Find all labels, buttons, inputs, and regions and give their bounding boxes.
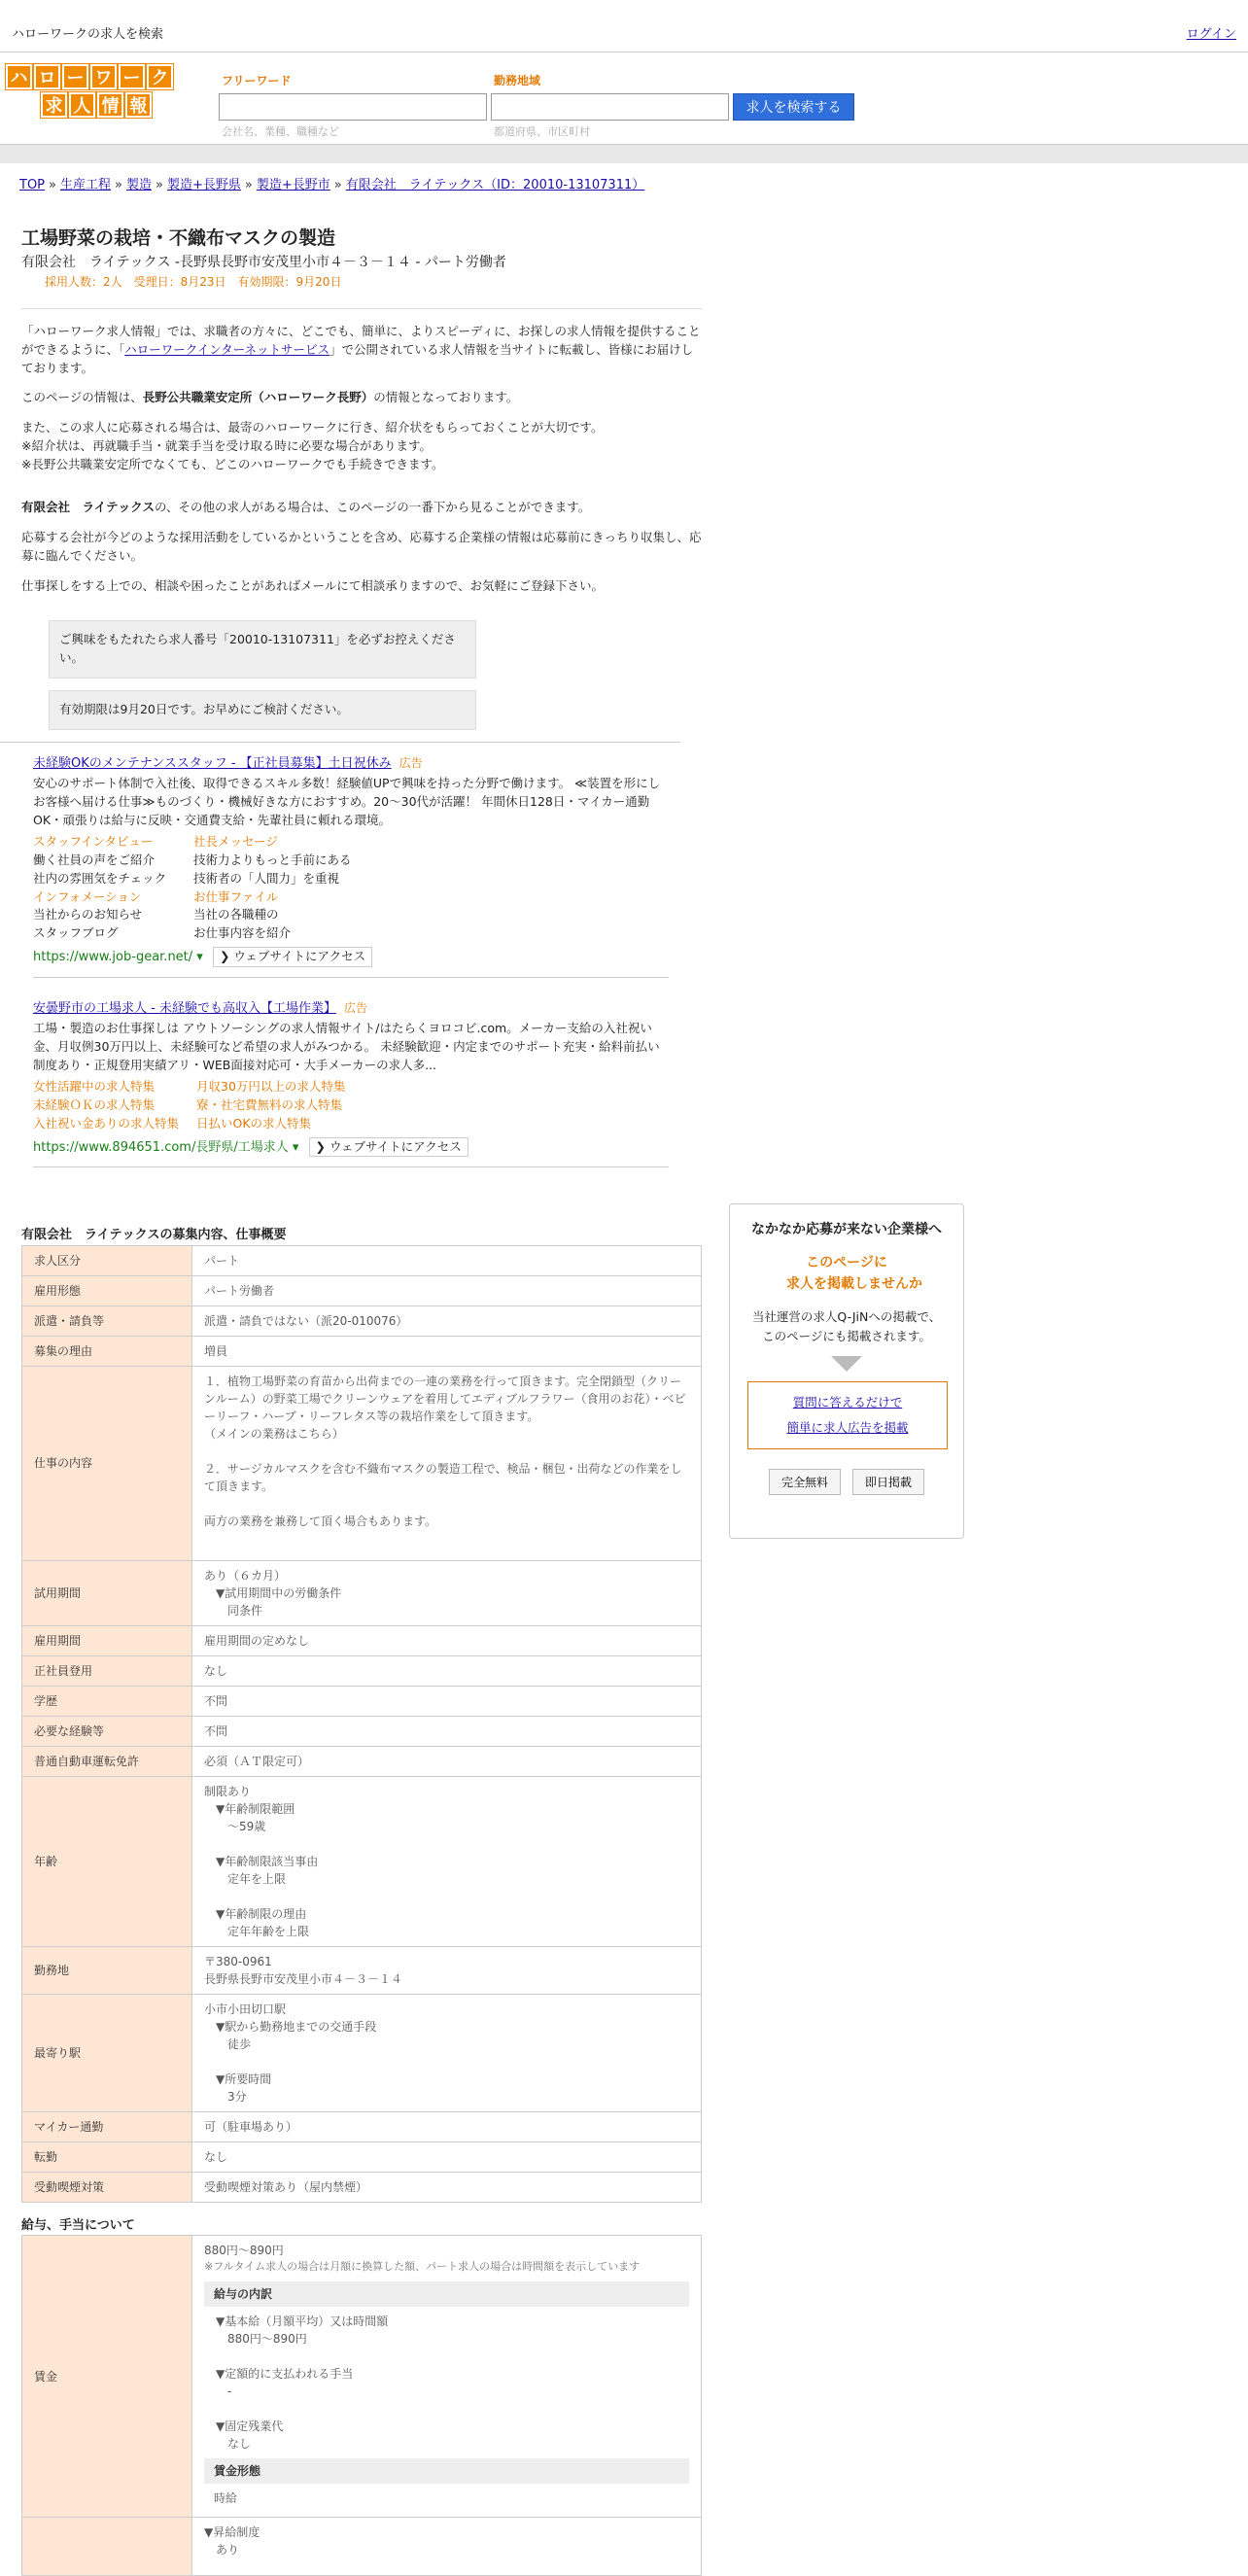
row-label: 仕事の内容 [22,1366,192,1560]
area-input[interactable] [491,93,729,121]
ad-links [33,1078,669,1132]
sitelink[interactable]: お仕事ファイル 当社の各職種の お仕事内容を紹介 [193,888,292,940]
row-value: 不問 [192,1716,702,1746]
overview-table [21,1245,702,2203]
row-label: 求人区分 [22,1245,192,1275]
table-row [22,2141,702,2172]
area-hint: 都道府県、市区町村 [494,125,590,138]
overview-heading: 有限会社 ライテックスの募集内容、仕事概要 [21,1228,287,1243]
ad-feature-link[interactable]: 寮・社宅費無料の求人特集 [196,1097,343,1112]
table-row [22,1716,702,1746]
main-content [21,224,702,2576]
logo-char: 報 [125,92,152,118]
row-value: 雇用期間の定めなし [192,1625,702,1655]
row-value: 必須（ＡＴ限定可） [192,1746,702,1776]
sitelink[interactable]: インフォメーション 当社からのお知らせ スタッフブログ [33,888,143,940]
breadcrumb-link-city[interactable]: 製造+長野市 [256,178,330,192]
ad-url[interactable]: https://www.894651.com/長野県/工場求人 ▾ ❯ ウェブサイトにアクセス [33,1137,669,1158]
job-number-notice: ご興味をもたれたら求人番号「20010-13107311」を必ずお控えください。 [49,620,476,679]
promo-link-post-ad[interactable]: 簡単に求人広告を掲載 [786,1420,909,1436]
ad-feature-link[interactable]: 月収30万円以上の求人特集 [196,1079,346,1095]
row-value: 不問 [192,1686,702,1716]
breadcrumb-link-top[interactable]: TOP [19,178,46,192]
login-link[interactable]: ログイン [1186,27,1236,42]
table-row [22,2172,702,2202]
freeword-hint: 会社名、業種、職種など [222,125,339,138]
advice-paragraph: 応募する会社が今どのような採用活動をしているかということを含め、応募する企業様の情報は応募前にきっちり収集し、応募に臨んでください。 [21,530,702,563]
sitelink[interactable]: 社長メッセージ 技術力よりもっと手前にある 技術者の「人間力」を重視 [193,834,352,886]
promo-links [747,1381,948,1450]
area-label: 勤務地域 [494,74,541,87]
table-row [22,1336,702,1366]
row-label: 学歴 [22,1686,192,1716]
job-title: 工場野菜の栽培・不織布マスクの製造 [21,227,336,249]
divider [33,977,669,978]
free-button[interactable]: 完全無料 [769,1469,841,1495]
table-row [22,2111,702,2141]
ad-badge: 広告 [343,1000,367,1015]
row-label: 普通自動車運転免許 [22,1746,192,1776]
ad-url[interactable]: https://www.job-gear.net/ ▾ ❯ ウェブサイトにアクセス [33,947,669,967]
ad-feature-link[interactable]: 入社祝い金ありの求人特集 [33,1115,180,1131]
breadcrumb: TOP » 生産工程 » 製造 » 製造+長野県 » 製造+長野市 » 有限会社 ライテックス（ID：20010-13107311） [19,178,645,192]
table-row [22,1994,702,2111]
table-row [22,1366,702,1560]
promo-catch: このページに 求人を掲載しませんか [786,1255,922,1293]
wage-form-title: 賃金形態 [204,2458,689,2484]
ad-feature-link[interactable]: 日払いOKの求人特集 [196,1115,312,1131]
breadcrumb-link-prefecture[interactable]: 製造+長野県 [166,178,241,192]
row-value [192,2236,702,2518]
table-row [22,1686,702,1716]
logo-char: ロ [34,64,60,89]
table-row [22,1746,702,1776]
logo-char: 求 [41,92,67,118]
table-row [22,2236,702,2518]
ad-sitelinks [33,833,669,943]
breakdown-detail: ▼基本給（月額平均）又は時間額 880円〜890円 ▼定額的に支払われる手当 - ▼固定残業代 なし [216,2314,389,2451]
logo-char: ク [147,64,173,89]
row-value: なし [192,2141,702,2172]
logo-char: 情 [97,92,123,118]
breadcrumb-link-job-type[interactable]: 製造 [125,178,152,192]
logo-char: ハ [6,64,32,89]
table-row [22,2518,702,2576]
row-label: 試用期間 [22,1560,192,1625]
table-row [22,1655,702,1686]
row-label: 派遣・請負等 [22,1305,192,1336]
row-label: 勤務地 [22,1946,192,1994]
top-bar [0,0,1248,52]
visit-website-button[interactable]: ❯ ウェブサイトにアクセス [213,947,372,967]
promo-text: 当社運営の求人Q-JiNへの掲載で、 このページにも掲載されます。 [751,1308,942,1343]
row-label: 年齢 [22,1776,192,1946]
logo-char: 人 [69,92,95,118]
intro-paragraph: 「ハローワーク求人情報」では、求職者の方々に、どこでも、簡単に、よりスピーディに、お探しの求人情報を提供することができるように、「ハローワークインターネットサービス」で公開されている求人情報を当サイトに転載し、皆様にお届けしております。 [21,324,701,375]
row-label: 雇用期間 [22,1625,192,1655]
job-subtitle: 有限会社 ライテックス -長野県長野市安茂里小市４－３－１４ - パート労働者 [21,255,506,270]
row-value: 可（駐車場あり） [192,2111,702,2141]
table-row [22,1946,702,1994]
logo-char: ー [119,64,145,89]
ad-description: 工場・製造のお仕事探しは アウトソーシングの求人情報サイト/はたらくヨロコビ.com。メーカー支給の入社祝い金、月収例30万円以上、未経験可など希望の求人がみつかる。 未経験歓迎・内定までのサポート充実・給料前払い制度あり・正規登用実績アリ・WEB面接対応可・大手メーカーの求人多... [33,1021,660,1072]
header-divider [0,144,1248,163]
freeword-label: フリーワード [222,74,292,87]
advertise-promo-box [729,1203,964,1539]
ad-block [0,742,680,978]
ad-description: 安心のサポート体制で入社後、取得できるスキル多数！経験値UPで興味を持った分野で働けます。 ≪装置を形にしお客様へ届ける仕事≫ものづくり・機械好きな方におすすめ。20～30代が活躍！ 年間休日128日・マイカー通勤OK・頑張りは給与に反映・交通費支給・先輩社員に頼れる環境。 [33,776,661,827]
job-meta: 採用人数：2人 受理日：8月23日 有効期限：9月20日 [45,275,342,289]
salary-table [21,2235,702,2576]
site-title: ハローワークの求人を検索 [12,27,164,42]
row-value: 派遣・請負ではない（派20-010076） [192,1305,702,1336]
referral-paragraph: また、この求人に応募される場合は、最寄のハローワークに行き、紹介状をもらっておくことが大切です。 ※紹介状は、再就職手当・就業手当を受け取る時に必要な場合があります。 ※長野公共職業安定所でなくても、どこのハローワークでも手続きできます。 [21,420,604,471]
ad-badge: 広告 [399,755,423,770]
row-value: あり（６カ月） ▼試用期間中の労働条件 同条件 [192,1560,702,1625]
table-row [22,1776,702,1946]
row-label: 正社員登用 [22,1655,192,1686]
ad-title-link[interactable]: 未経験OKのメンテナンススタッフ - 【正社員募集】土日祝休み [33,755,392,771]
divider [21,308,702,309]
row-label: 受動喫煙対策 [22,2172,192,2202]
row-value: 増員 [192,1336,702,1366]
table-row [22,1245,702,1275]
promo-heading: なかなか応募が来ない企業様へ [751,1222,942,1237]
promo-link-questions[interactable]: 質問に答えるだけで [792,1394,903,1410]
row-label: 最寄り駅 [22,1994,192,2111]
wage-form-value: 時給 [214,2490,238,2505]
row-label: 賃金 [22,2236,192,2518]
sitelink[interactable]: スタッフインタビュー 働く社員の声をご紹介 社内の雰囲気をチェック [33,834,167,886]
visit-website-button[interactable]: ❯ ウェブサイトにアクセス [309,1137,468,1158]
row-value: 〒380-0961 長野県長野市安茂里小市４－３－１４ [192,1946,702,1994]
breakdown-title: 給与の内訳 [204,2281,689,2307]
row-label: 雇用形態 [22,1275,192,1305]
raise-value: ▼昇給制度 あり [192,2518,702,2576]
logo-char: ー [62,64,88,89]
table-row [22,1275,702,1305]
row-value: なし [192,1655,702,1686]
table-row [22,1305,702,1336]
row-value: １．植物工場野菜の育苗から出荷までの一連の業務を行って頂きます。完全閉鎖型（クリーンルーム）の野菜工場でクリーンウェアを着用してエディブルフラワー（食用のお花）・ベビーリーフ・ハーブ・リーフレタス等の栽培作業をして頂きます。 （メインの業務はこちら） ２．サージカルマスクを含む不織布マスクの製造工程で、検品・梱包・出荷などの作業をして頂きます。 両方の業務を兼務して頂く場合もあります。 [192,1366,702,1560]
logo-char: ワ [90,64,117,89]
row-value: 制限あり ▼年齢制限範囲 〜59歳 ▼年齢制限該当事由 定年を上限 ▼年齢制限の理由 定年年齢を上限 [192,1776,702,1946]
row-label: 募集の理由 [22,1336,192,1366]
row-label [22,2518,192,2576]
search-button[interactable]: 求人を検索する [733,93,854,121]
salary-note: ※フルタイム求人の場合は月額に換算した額、パート求人の場合は時間額を表示しています [204,2260,641,2274]
row-value: 小市小田切口駅 ▼駅から勤務地までの交通手段 徒歩 ▼所要時間 3分 [192,1994,702,2111]
same-day-button[interactable]: 即日掲載 [852,1469,924,1495]
table-row [22,1560,702,1625]
breadcrumb-link-company[interactable]: 有限会社 ライテックス（ID：20010-13107311） [345,178,645,192]
hellowork-internet-link[interactable]: ハローワークインターネットサービス [124,341,330,357]
row-value: パート労働者 [192,1275,702,1305]
arrow-down-icon [831,1356,862,1372]
breadcrumb-link-category[interactable]: 生産工程 [59,178,111,192]
expiry-notice: 有効期限は9月20日です。お早めにご検討ください。 [49,690,476,730]
ad-feature-link[interactable]: 未経験ＯＫの求人特集 [33,1097,156,1112]
ad-title-link[interactable]: 安曇野市の工場求人 - 未経験でも高収入【工場作業】 [33,1000,336,1016]
freeword-input[interactable] [219,93,487,121]
ad-block [0,988,680,1168]
other-jobs-paragraph: 有限会社 ライテックスの、その他の求人がある場合は、このページの一番下から見ることができます。 [21,500,591,515]
row-label: 転勤 [22,2141,192,2172]
source-office-paragraph: このページの情報は、長野公共職業安定所（ハローワーク長野）の情報となっております。 [21,390,519,405]
salary-heading: 給与、手当について [21,2217,135,2233]
salary-range: 880円〜890円 [204,2244,284,2258]
row-value: パート [192,1245,702,1275]
row-label: マイカー通勤 [22,2111,192,2141]
consult-paragraph: 仕事探しをする上での、相談や困ったことがあればメールにて相談承りますので、お気軽にご登録下さい。 [21,577,605,593]
row-value: 受動喫煙対策あり（屋内禁煙） [192,2172,702,2202]
site-logo[interactable] [6,64,175,121]
row-label: 必要な経験等 [22,1716,192,1746]
ad-feature-link[interactable]: 女性活躍中の求人特集 [33,1079,156,1095]
table-row [22,1625,702,1655]
